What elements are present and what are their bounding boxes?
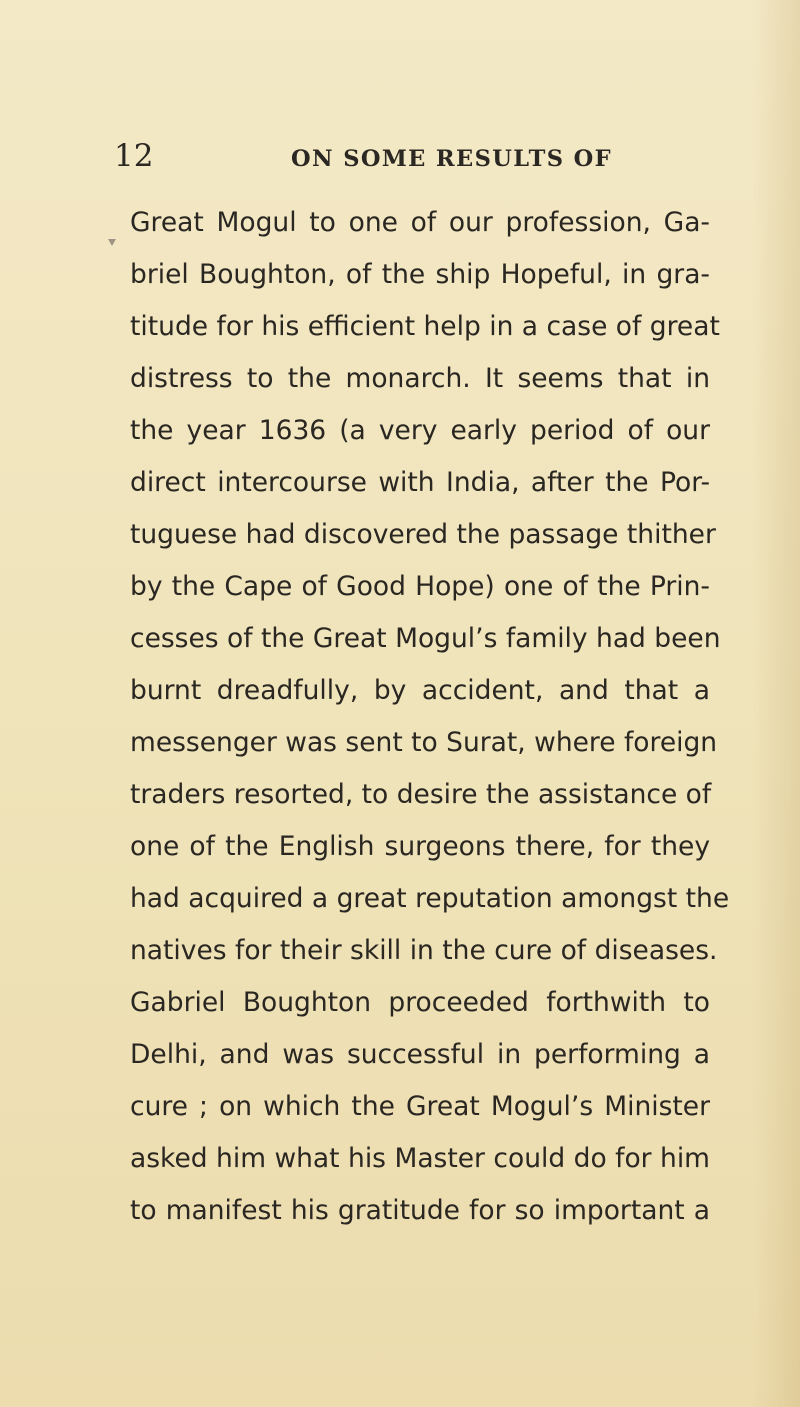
- text-line: titude for his efficient help in a case of great: [130, 311, 720, 342]
- text-line: Great Mogul to one of our profession, Ga-: [130, 207, 710, 238]
- text-line: Gabriel Boughton proceeded forthwith to: [130, 987, 710, 1018]
- page-number: 12: [114, 138, 154, 174]
- text-line: the year 1636 (a very early period of our: [130, 415, 710, 446]
- text-line: direct intercourse with India, after the Por-: [130, 467, 710, 498]
- text-line: distress to the monarch. It seems that in: [130, 363, 710, 394]
- text-line: had acquired a great reputation amongst the: [130, 883, 730, 914]
- body-text: [130, 197, 730, 1237]
- text-line: cure ; on which the Great Mogul’s Minister: [130, 1091, 710, 1122]
- text-line: cesses of the Great Mogul’s family had been: [130, 623, 721, 654]
- text-line: to manifest his gratitude for so important a: [130, 1195, 710, 1226]
- text-line: by the Cape of Good Hope) one of the Prin-: [130, 571, 710, 602]
- text-line: tuguese had discovered the passage thither: [130, 519, 716, 550]
- text-line: messenger was sent to Surat, where foreign: [130, 727, 718, 758]
- text-line: Delhi, and was successful in performing a: [130, 1039, 710, 1070]
- running-head: [0, 136, 800, 176]
- text-line: burnt dreadfully, by accident, and that a: [130, 675, 710, 706]
- margin-mark-icon: [108, 239, 116, 246]
- text-line: briel Boughton, of the ship Hopeful, in gra-: [130, 259, 710, 290]
- text-line: asked him what his Master could do for him: [130, 1143, 710, 1174]
- running-title: ON SOME RESULTS OF: [291, 146, 613, 172]
- text-line: one of the English surgeons there, for they: [130, 831, 710, 862]
- text-line: traders resorted, to desire the assistance of: [130, 779, 712, 810]
- text-line: natives for their skill in the cure of diseases.: [130, 935, 718, 966]
